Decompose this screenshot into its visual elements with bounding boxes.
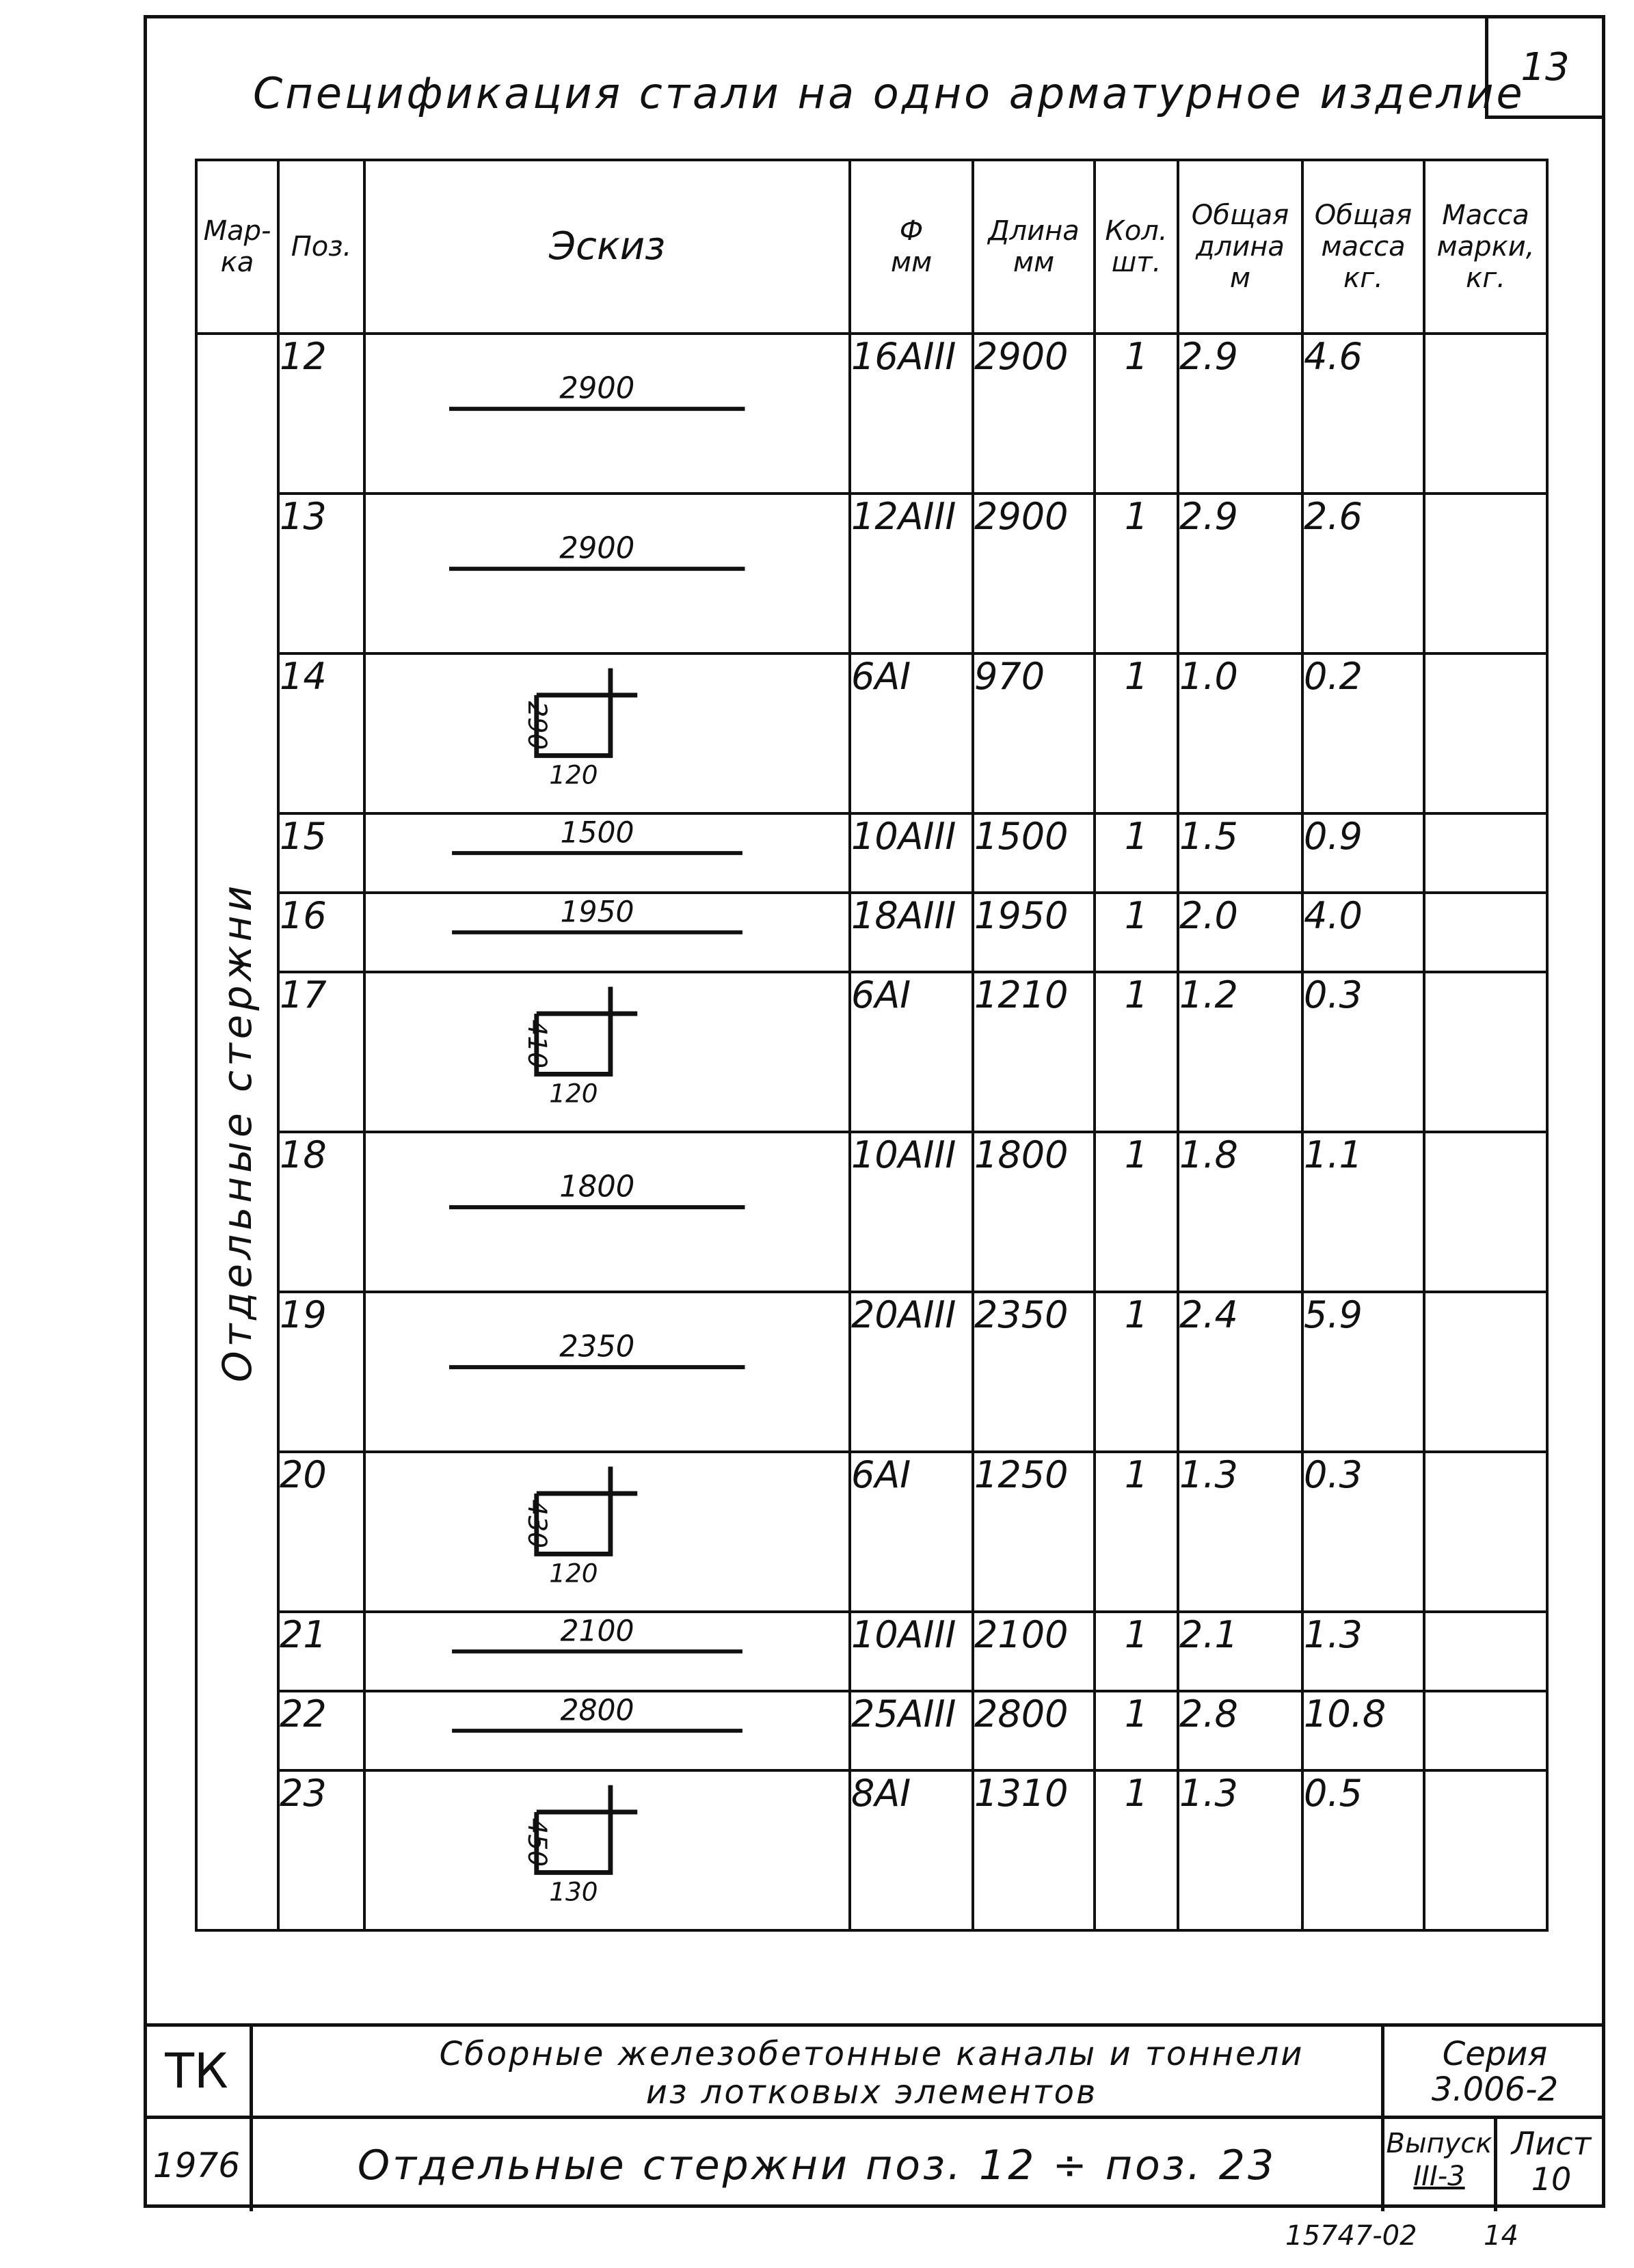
diameter-cell: 20AIII [850,1292,973,1452]
bar-length-label: 2900 [559,531,635,566]
diameter-cell: 25AIII [850,1691,973,1770]
marka-cell [196,334,278,1930]
quantity-cell: 1 [1095,1770,1178,1930]
total-length-cell: 1.3 [1178,1770,1302,1930]
project-description [253,2027,1490,2119]
total-length-cell: 2.4 [1178,1292,1302,1452]
sketch-cell [364,893,850,972]
quantity-cell: 1 [1095,893,1178,972]
mark-mass-cell [1424,893,1547,972]
sketch-cell [364,653,850,813]
position-cell: 21 [278,1612,364,1691]
sketch-cell [364,1770,850,1930]
stirrup-width-label: 120 [549,759,598,790]
sketch-cell [364,494,850,653]
length-cell: 2350 [973,1292,1095,1452]
sheet-value: 10 [1531,2161,1572,2198]
sketch-cell [364,1691,850,1770]
diameter-cell: 18AIII [850,893,973,972]
sheet [1497,2119,1605,2211]
table-row [196,1770,1547,1930]
mark-mass-cell [1424,1770,1547,1930]
project-description-line1: Сборные железобетонные каналы и тоннели [439,2035,1304,2073]
stirrup-sketch [366,655,848,812]
total-mass-cell: 1.1 [1302,1132,1424,1292]
marka-label: Отдельные стержни [214,881,260,1383]
stirrup-sketch [366,1453,848,1610]
header-mark-mass: Масса марки, кг. [1424,160,1547,334]
bar-length-label: 1950 [560,895,634,930]
stirrup-height-label: 410 [522,1019,552,1068]
table-row [196,1612,1547,1691]
total-length-cell: 2.0 [1178,893,1302,972]
table-row [196,972,1547,1132]
document-title: Спецификация стали на одно арматурное изделие [253,68,1525,118]
total-mass-cell: 1.3 [1302,1612,1424,1691]
stirrup-width-label: 120 [549,1558,598,1589]
diameter-cell: 10AIII [850,1132,973,1292]
header-marka: Мар- ка [196,160,278,334]
total-length-cell: 1.0 [1178,653,1302,813]
table-row [196,893,1547,972]
quantity-cell: 1 [1095,813,1178,893]
sheet-name: Отдельные стержни поз. 12 ÷ поз. 23 [357,2141,1277,2189]
table-row [196,1292,1547,1452]
table-row [196,494,1547,653]
length-cell: 2900 [973,334,1095,494]
bar-length-label: 2800 [560,1694,634,1728]
position-cell: 14 [278,653,364,813]
total-length-cell: 1.5 [1178,813,1302,893]
position-cell: 18 [278,1132,364,1292]
sketch-cell [364,972,850,1132]
bar-length-label: 2100 [560,1615,634,1649]
mark-mass-cell [1424,1452,1547,1612]
quantity-cell: 1 [1095,1452,1178,1612]
org-code: ТК [144,2027,253,2119]
diameter-cell: 10AIII [850,813,973,893]
mark-mass-cell [1424,494,1547,653]
total-length-cell: 1.2 [1178,972,1302,1132]
total-mass-cell: 0.9 [1302,813,1424,893]
straight-bar-sketch [366,815,848,891]
position-cell: 15 [278,813,364,893]
bar-length-label: 1800 [559,1170,635,1204]
straight-bar-sketch [366,335,848,492]
stirrup-height-label: 290 [522,701,552,750]
position-cell: 20 [278,1452,364,1612]
issue-label: Выпуск [1386,2128,1492,2159]
mark-mass-cell [1424,972,1547,1132]
series [1381,2027,1605,2119]
total-mass-cell: 0.3 [1302,972,1424,1132]
quantity-cell: 1 [1095,334,1178,494]
length-cell: 1500 [973,813,1095,893]
table-row [196,1132,1547,1292]
header-quantity: Кол. шт. [1095,160,1178,334]
diameter-cell: 10AIII [850,1612,973,1691]
stirrup-width-label: 130 [549,1876,598,1907]
length-cell: 2100 [973,1612,1095,1691]
position-cell: 19 [278,1292,364,1452]
stirrup-width-label: 120 [549,1078,598,1109]
table-row [196,653,1547,813]
header-pos: Поз. [278,160,364,334]
total-mass-cell: 4.6 [1302,334,1424,494]
stirrup-height-label: 450 [522,1818,552,1867]
table-row [196,813,1547,893]
straight-bar-sketch [366,1613,848,1690]
diameter-cell: 6AI [850,1452,973,1612]
straight-bar-sketch [366,1293,848,1450]
length-cell: 2800 [973,1691,1095,1770]
diameter-cell: 8AI [850,1770,973,1930]
position-cell: 13 [278,494,364,653]
header-diameter: Ф мм [850,160,973,334]
archive-page: 14 [1484,2220,1518,2252]
bar-length-label: 2900 [559,371,635,406]
page-number: 13 [1485,15,1605,119]
total-mass-cell: 0.2 [1302,653,1424,813]
quantity-cell: 1 [1095,494,1178,653]
sheet-label: Лист [1511,2125,1592,2162]
mark-mass-cell [1424,1292,1547,1452]
diameter-cell: 16AIII [850,334,973,494]
sketch-cell [364,1132,850,1292]
quantity-cell: 1 [1095,972,1178,1132]
straight-bar-sketch [366,1133,848,1291]
sketch-cell [364,1612,850,1691]
header-total-mass: Общая масса кг. [1302,160,1424,334]
sketch-cell [364,813,850,893]
position-cell: 22 [278,1691,364,1770]
total-length-cell: 2.1 [1178,1612,1302,1691]
position-cell: 17 [278,972,364,1132]
year: 1976 [144,2119,253,2211]
mark-mass-cell [1424,1612,1547,1691]
header-length: Длина мм [973,160,1095,334]
bar-length-label: 1500 [560,816,634,850]
diameter-cell: 6AI [850,972,973,1132]
diameter-cell: 12AIII [850,494,973,653]
straight-bar-sketch [366,495,848,652]
length-cell: 1800 [973,1132,1095,1292]
table-row [196,1452,1547,1612]
total-length-cell: 1.8 [1178,1132,1302,1292]
sketch-cell [364,334,850,494]
steel-specification-table [195,159,1549,1932]
series-label: Серия [1442,2035,1548,2073]
stirrup-sketch [366,973,848,1131]
length-cell: 1210 [973,972,1095,1132]
mark-mass-cell [1424,813,1547,893]
mark-mass-cell [1424,1132,1547,1292]
series-value: 3.006-2 [1431,2070,1559,2109]
length-cell: 2900 [973,494,1095,653]
issue [1381,2119,1497,2211]
total-mass-cell: 0.3 [1302,1452,1424,1612]
header-row [196,160,1547,334]
length-cell: 1310 [973,1770,1095,1930]
quantity-cell: 1 [1095,1132,1178,1292]
project-description-line2: из лотковых элементов [645,2073,1098,2111]
quantity-cell: 1 [1095,653,1178,813]
diameter-cell: 6AI [850,653,973,813]
mark-mass-cell [1424,1691,1547,1770]
mark-mass-cell [1424,334,1547,494]
straight-bar-sketch [366,1692,848,1769]
quantity-cell: 1 [1095,1612,1178,1691]
length-cell: 1250 [973,1452,1095,1612]
header-total-length: Общая длина м [1178,160,1302,334]
position-cell: 23 [278,1770,364,1930]
title-block [144,2023,1605,2208]
bar-length-label: 2350 [559,1329,635,1364]
sketch-cell [364,1292,850,1452]
sketch-cell [364,1452,850,1612]
position-cell: 16 [278,893,364,972]
quantity-cell: 1 [1095,1691,1178,1770]
position-cell: 12 [278,334,364,494]
stirrup-height-label: 430 [522,1499,552,1548]
length-cell: 970 [973,653,1095,813]
table-row [196,1691,1547,1770]
quantity-cell: 1 [1095,1292,1178,1452]
straight-bar-sketch [366,894,848,971]
total-mass-cell: 10.8 [1302,1691,1424,1770]
total-length-cell: 2.8 [1178,1691,1302,1770]
length-cell: 1950 [973,893,1095,972]
mark-mass-cell [1424,653,1547,813]
total-mass-cell: 2.6 [1302,494,1424,653]
total-mass-cell: 4.0 [1302,893,1424,972]
total-length-cell: 2.9 [1178,334,1302,494]
total-length-cell: 2.9 [1178,494,1302,653]
table-row [196,334,1547,494]
issue-value: III-3 [1413,2161,1465,2192]
total-length-cell: 1.3 [1178,1452,1302,1612]
stirrup-sketch [366,1772,848,1929]
archive-number: 15747-02 [1285,2220,1417,2252]
total-mass-cell: 0.5 [1302,1770,1424,1930]
total-mass-cell: 5.9 [1302,1292,1424,1452]
header-sketch: Эскиз [364,160,850,334]
